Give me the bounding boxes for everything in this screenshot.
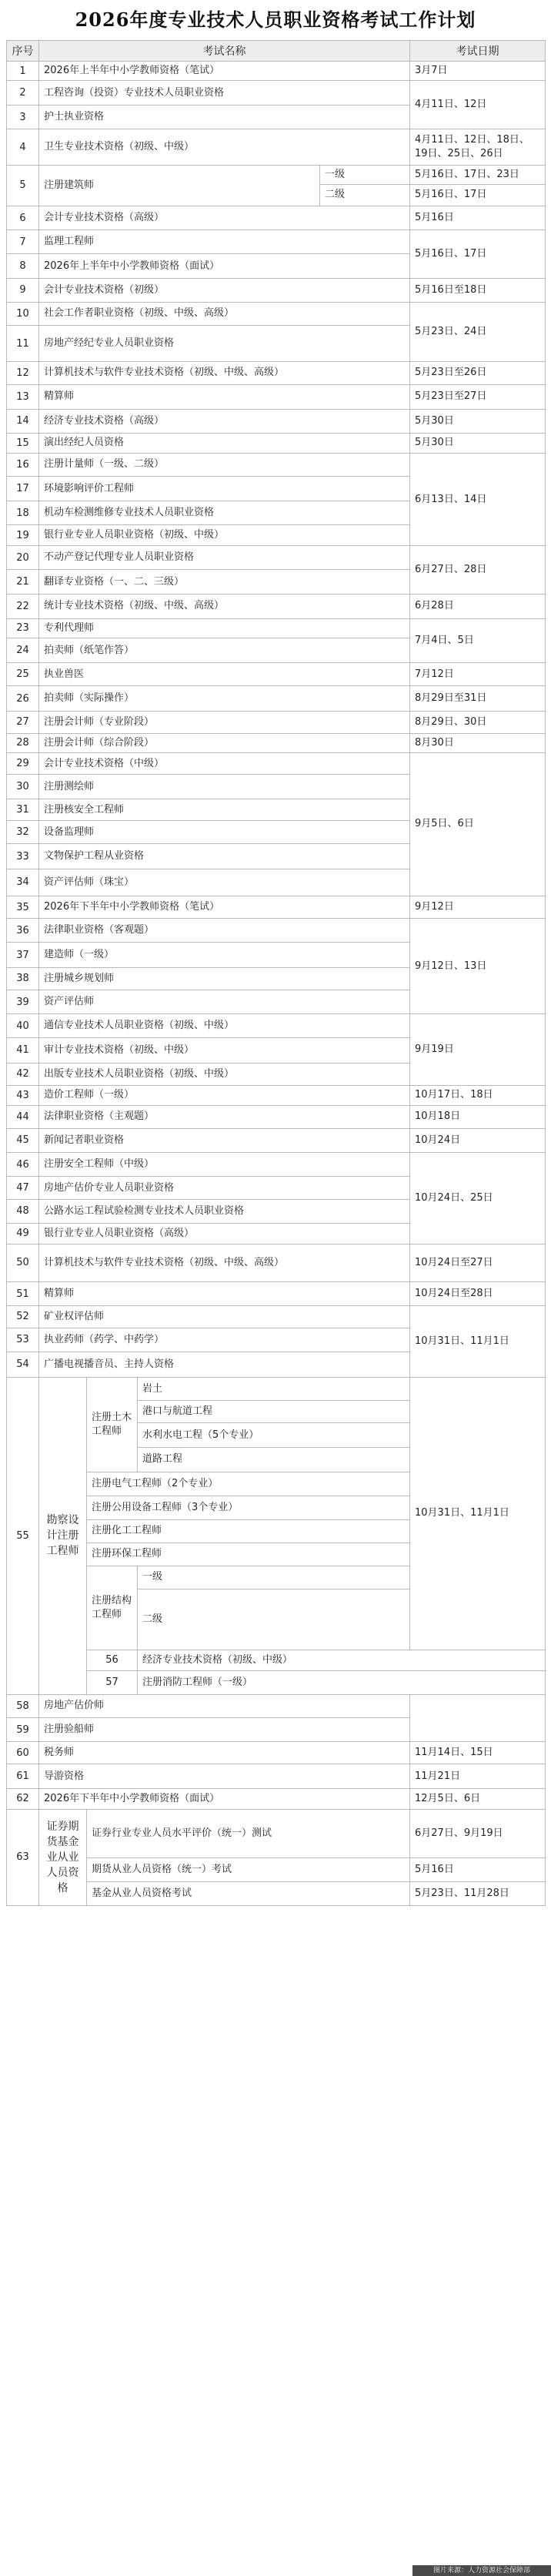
exam-name: 银行业专业人员职业资格（初级、中级） [39,525,410,546]
exam-name: 注册消防工程师（一级） [138,1670,546,1694]
exam-group: 勘察设计注册工程师 [39,1378,87,1695]
row-seq: 25 [7,663,39,686]
row-seq: 18 [7,501,39,525]
exam-name: 注册验船师 [39,1718,410,1742]
exam-date: 10月31日、11月1日 [410,1378,546,1650]
row-seq: 34 [7,869,39,896]
row-seq: 13 [7,384,39,409]
exam-name: 注册化工工程师 [87,1520,410,1543]
exam-name: 注册城乡规划师 [39,967,410,990]
exam-name: 会计专业技术资格（初级） [39,278,410,302]
exam-date: 5月23日至26日 [410,362,546,384]
exam-name: 注册环保工程师 [87,1543,410,1566]
exam-name: 注册会计师（综合阶段） [39,733,410,752]
exam-name: 2026年下半年中小学教师资格（笔试） [39,896,410,919]
exam-name: 建造师（一级） [39,943,410,967]
exam-subname: 一级 [320,165,410,184]
exam-name: 资产评估师（珠宝） [39,869,410,896]
exam-name: 执业药师（药学、中药学） [39,1328,410,1352]
exam-date: 7月4日、5日 [410,618,546,662]
row-seq: 63 [7,1809,39,1905]
row-seq: 7 [7,230,39,254]
exam-date: 5月16日、17日 [410,230,546,278]
row-seq: 24 [7,638,39,662]
exam-name: 注册核安全工程师 [39,799,410,821]
row-seq: 44 [7,1106,39,1129]
exam-date: 6月13日、14日 [410,453,546,545]
exam-date: 3月7日 [410,62,546,81]
row-seq: 20 [7,546,39,570]
exam-subname: 港口与航道工程 [138,1401,410,1423]
row-seq: 59 [7,1718,39,1742]
exam-name: 计算机技术与软件专业技术资格（初级、中级、高级） [39,1244,410,1281]
exam-subname: 二级 [320,184,410,206]
exam-name: 计算机技术与软件专业技术资格（初级、中级、高级） [39,362,410,384]
row-seq: 51 [7,1282,39,1306]
exam-date: 5月16日至18日 [410,278,546,302]
exam-subname: 证券行业专业人员水平评价（统一）测试 [87,1809,410,1857]
row-seq: 58 [7,1694,39,1717]
exam-name: 统计专业技术资格（初级、中级、高级） [39,594,410,618]
row-seq: 39 [7,990,39,1013]
exam-date: 6月28日 [410,594,546,618]
exam-subname: 二级 [138,1589,410,1650]
exam-name: 护士执业资格 [39,106,410,129]
row-seq: 48 [7,1200,39,1223]
row-seq: 17 [7,476,39,501]
exam-name: 会计专业技术资格（高级） [39,206,410,230]
exam-name: 公路水运工程试验检测专业技术人员职业资格 [39,1200,410,1223]
row-seq: 50 [7,1244,39,1281]
exam-name: 环境影响评价工程师 [39,476,410,501]
exam-date: 9月12日 [410,896,546,919]
exam-date: 10月24日至28日 [410,1282,546,1306]
row-seq: 42 [7,1063,39,1085]
exam-name: 精算师 [39,384,410,409]
row-seq: 45 [7,1128,39,1152]
exam-name: 2026年下半年中小学教师资格（面试） [39,1788,410,1809]
exam-date: 6月27日、28日 [410,546,546,594]
exam-name: 造价工程师（一级） [39,1085,410,1105]
row-seq: 37 [7,943,39,967]
row-seq: 6 [7,206,39,230]
exam-name: 拍卖师（实际操作） [39,686,410,711]
exam-group: 证券期货基金业从业人员资格 [39,1809,87,1905]
row-seq: 33 [7,844,39,869]
row-seq: 40 [7,1014,39,1038]
exam-name: 房地产估价师 [39,1694,410,1717]
exam-name: 卫生专业技术资格（初级、中级） [39,129,410,165]
exam-subname: 期货从业人员资格（统一）考试 [87,1858,410,1881]
row-seq: 15 [7,433,39,453]
exam-date: 5月23日、11月28日 [410,1881,546,1905]
exam-subname: 道路工程 [138,1447,410,1472]
exam-name: 专利代理师 [39,618,410,638]
exam-name: 注册土木工程师 [87,1378,138,1472]
row-seq: 60 [7,1742,39,1764]
row-seq: 10 [7,302,39,325]
exam-name: 出版专业技术人员职业资格（初级、中级） [39,1063,410,1085]
exam-name: 翻译专业资格（一、二、三级） [39,570,410,594]
exam-name: 注册建筑师 [39,165,320,206]
row-seq: 21 [7,570,39,594]
row-seq: 47 [7,1177,39,1200]
row-seq: 30 [7,775,39,799]
exam-name: 法律职业资格（主观题） [39,1106,410,1129]
exam-name: 新闻记者职业资格 [39,1128,410,1152]
row-seq: 12 [7,362,39,384]
exam-name: 矿业权评估师 [39,1306,410,1328]
row-seq: 54 [7,1352,39,1377]
exam-name: 经济专业技术资格（高级） [39,409,410,433]
exam-name: 会计专业技术资格（中级） [39,752,410,774]
exam-name: 注册会计师（专业阶段） [39,711,410,733]
exam-date: 8月29日、30日 [410,711,546,733]
exam-name: 执业兽医 [39,663,410,686]
row-seq: 43 [7,1085,39,1105]
exam-schedule-table [6,40,546,1906]
exam-name: 机动车检测维修专业技术人员职业资格 [39,501,410,525]
exam-date: 5月16日、17日、23日 [410,165,546,184]
row-seq: 35 [7,896,39,919]
row-seq: 16 [7,453,39,476]
exam-name: 精算师 [39,1282,410,1306]
row-seq: 28 [7,733,39,752]
row-seq: 36 [7,919,39,943]
exam-name: 法律职业资格（客观题） [39,919,410,943]
header-name: 考试名称 [39,41,410,62]
exam-subname: 水利水电工程（5个专业） [138,1423,410,1447]
exam-date: 10月24日 [410,1128,546,1152]
row-seq: 57 [87,1670,138,1694]
exam-name: 税务师 [39,1742,410,1764]
row-seq: 14 [7,409,39,433]
watermark: 图片来源：人力资源社会保障部 [412,2565,551,2576]
exam-name: 监理工程师 [39,230,410,254]
exam-name: 不动产登记代理专业人员职业资格 [39,546,410,570]
exam-date: 4月11日、12日 [410,81,546,129]
exam-date: 5月16日 [410,1858,546,1881]
exam-subname: 岩土 [138,1378,410,1401]
row-seq: 31 [7,799,39,821]
exam-date: 9月5日、6日 [410,752,546,896]
row-seq: 53 [7,1328,39,1352]
exam-name: 审计专业技术资格（初级、中级） [39,1038,410,1063]
exam-name: 房地产估价专业人员职业资格 [39,1177,410,1200]
exam-name: 拍卖师（纸笔作答） [39,638,410,662]
exam-name: 注册测绘师 [39,775,410,799]
row-seq: 23 [7,618,39,638]
exam-name: 社会工作者职业资格（初级、中级、高级） [39,302,410,325]
exam-name: 银行业专业人员职业资格（高级） [39,1223,410,1244]
row-seq: 4 [7,129,39,165]
exam-name: 文物保护工程从业资格 [39,844,410,869]
exam-date: 10月31日、11月1日 [410,1306,546,1378]
row-seq: 1 [7,62,39,81]
exam-name: 2026年上半年中小学教师资格（面试） [39,254,410,278]
row-seq: 52 [7,1306,39,1328]
row-seq: 46 [7,1152,39,1176]
exam-date: 10月24日至27日 [410,1244,546,1281]
exam-subname: 基金从业人员资格考试 [87,1881,410,1905]
exam-name: 导游资格 [39,1764,410,1788]
exam-date: 9月12日、13日 [410,919,546,1014]
exam-name: 2026年上半年中小学教师资格（笔试） [39,62,410,81]
exam-name: 演出经纪人员资格 [39,433,410,453]
exam-date: 7月12日 [410,663,546,686]
exam-date: 9月19日 [410,1014,546,1086]
exam-name: 注册安全工程师（中级） [39,1152,410,1176]
row-seq: 8 [7,254,39,278]
row-seq: 55 [7,1378,39,1695]
exam-date: 8月29日至31日 [410,686,546,711]
row-seq: 3 [7,106,39,129]
row-seq: 27 [7,711,39,733]
row-seq: 32 [7,821,39,844]
row-seq: 22 [7,594,39,618]
page-title: 2026年度专业技术人员职业资格考试工作计划 [75,8,476,31]
exam-name: 房地产经纪专业人员职业资格 [39,326,410,362]
row-seq: 2 [7,81,39,106]
exam-name: 通信专业技术人员职业资格（初级、中级） [39,1014,410,1038]
header-date: 考试日期 [410,41,546,62]
exam-name: 工程咨询（投资）专业技术人员职业资格 [39,81,410,106]
row-seq: 11 [7,326,39,362]
row-seq: 49 [7,1223,39,1244]
exam-date: 5月23日、24日 [410,302,546,361]
exam-name: 注册公用设备工程师（3个专业） [87,1496,410,1520]
exam-name: 注册电气工程师（2个专业） [87,1472,410,1496]
exam-date: 8月30日 [410,733,546,752]
header-seq: 序号 [7,41,39,62]
row-seq: 56 [87,1650,138,1670]
exam-name: 注册计量师（一级、二级） [39,453,410,476]
exam-date: 12月5日、6日 [410,1788,546,1809]
exam-name: 资产评估师 [39,990,410,1013]
row-seq: 19 [7,525,39,546]
row-seq: 26 [7,686,39,711]
exam-name: 设备监理师 [39,821,410,844]
exam-name: 注册结构工程师 [87,1566,138,1650]
exam-date: 11月14日、15日 [410,1742,546,1764]
row-seq: 29 [7,752,39,774]
exam-date: 10月17日、18日 [410,1085,546,1105]
exam-date: 10月24日、25日 [410,1152,546,1244]
exam-date: 4月11日、12日、18日、19日、25日、26日 [410,129,546,165]
row-seq: 5 [7,165,39,206]
row-seq: 41 [7,1038,39,1063]
exam-date: 5月16日、17日 [410,184,546,206]
row-seq: 9 [7,278,39,302]
exam-date: 5月30日 [410,433,546,453]
exam-date: 5月30日 [410,409,546,433]
row-seq: 61 [7,1764,39,1788]
exam-name: 经济专业技术资格（初级、中级） [138,1650,546,1670]
exam-date: 6月27日、9月19日 [410,1809,546,1857]
row-seq: 62 [7,1788,39,1809]
exam-date: 11月21日 [410,1764,546,1788]
exam-date: 5月16日 [410,206,546,230]
exam-subname: 一级 [138,1566,410,1589]
exam-date: 10月18日 [410,1106,546,1129]
exam-date: 5月23日至27日 [410,384,546,409]
row-seq: 38 [7,967,39,990]
exam-name: 广播电视播音员、主持人资格 [39,1352,410,1377]
